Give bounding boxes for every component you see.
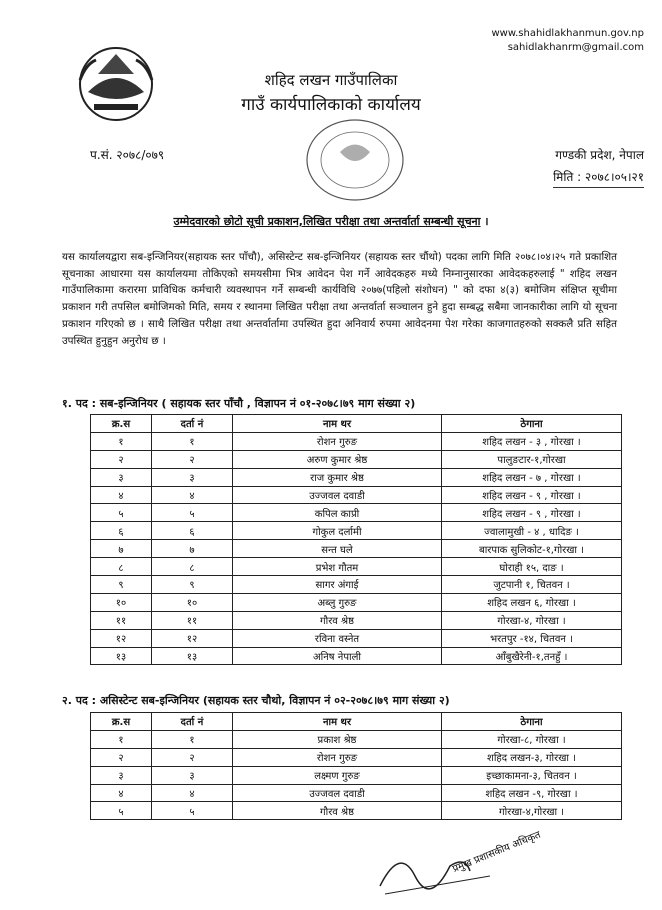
registration-cell: २ — [152, 450, 233, 468]
table-row — [91, 593, 622, 611]
name-cell: उज्जवल दवाडी — [233, 784, 442, 802]
section-1-heading: १. पद : सब-इन्जिनियर ( सहायक स्तर पाँचौ , विज्ञापन नं ०१-२०७८।७९ माग संख्या २) — [62, 397, 416, 410]
table-row — [91, 611, 622, 629]
registration-cell: ४ — [152, 784, 233, 802]
name-cell: अरुण कुमार श्रेष्ठ — [233, 450, 442, 468]
section-2-heading: २. पद : असिस्टेन्ट सब-इन्जिनियर (सहायक स्तर चौथो, विज्ञापन नं ०२-२०७८।७९ माग संख्या २) — [62, 694, 450, 707]
table-header-row — [91, 415, 622, 433]
serial-cell: १२ — [91, 629, 152, 647]
address-cell: भरतपुर -१४, चितवन । — [442, 629, 622, 647]
name-cell: राज कुमार श्रेष्ठ — [233, 468, 442, 486]
table-row — [91, 558, 622, 576]
serial-cell: ६ — [91, 522, 152, 540]
serial-cell: ९ — [91, 576, 152, 594]
column-header: दर्ता नं — [152, 713, 233, 731]
serial-cell: ११ — [91, 611, 152, 629]
table-row — [91, 730, 622, 748]
registration-cell: १ — [152, 432, 233, 450]
registration-cell: ८ — [152, 558, 233, 576]
serial-cell: ५ — [91, 504, 152, 522]
address-cell: शहिद लखन - ९ , गोरखा । — [442, 504, 622, 522]
address-cell: गोरखा-४, गोरखा । — [442, 611, 622, 629]
office-name: शहिद लखन गाउँपालिका — [264, 71, 398, 89]
address-cell: शहिद लखन - ७ , गोरखा । — [442, 468, 622, 486]
name-cell: प्रभेश गौतम — [233, 558, 442, 576]
table-row — [91, 576, 622, 594]
registration-cell: १० — [152, 593, 233, 611]
website-text: www.shahidlakhanmun.gov.np — [491, 28, 644, 39]
notice-subject-end: । — [484, 215, 489, 228]
table-row — [91, 468, 622, 486]
column-header: ठेगाना — [442, 415, 622, 433]
name-cell: गौरव श्रेष्ठ — [233, 802, 442, 820]
serial-cell: १३ — [91, 647, 152, 665]
address-cell: घोराही १५, दाङ । — [442, 558, 622, 576]
column-header: नाम थर — [233, 713, 442, 731]
serial-cell: २ — [91, 748, 152, 766]
registration-cell: ३ — [152, 766, 233, 784]
registration-cell: ५ — [152, 802, 233, 820]
signature-caption: प्रमुख प्रशासकीय अधिकृत — [451, 829, 543, 875]
address-cell: शहिद लखन - ३ , गोरखा । — [442, 432, 622, 450]
table-row — [91, 522, 622, 540]
registration-cell: १३ — [152, 647, 233, 665]
name-cell: अनिष नेपाली — [233, 647, 442, 665]
address-cell: शहिद लखन - ९ , गोरखा । — [442, 486, 622, 504]
table-row — [91, 748, 622, 766]
address-cell: गोरखा-४,गोरखा । — [442, 802, 622, 820]
office-subtitle: गाउँ कार्यपालिकाको कार्यालय — [241, 95, 421, 115]
province-text: गण्डकी प्रदेश, नेपाल — [555, 148, 644, 162]
table-row — [91, 450, 622, 468]
name-cell: लक्ष्मण गुरुङ — [233, 766, 442, 784]
notice-body: यस कार्यालयद्वारा सब-इन्जिनियर(सहायक स्तर पाँचौ), असिस्टेन्ट सब-इन्जिनियर (सहायक स्तर चौंथो) पदका लागि मिति २०७८।०४।२५ गते प्रकाशित सूचनाका आधारमा यस कार्यालयमा तोकिएको समयसीमा भित्र आवेदन पेश गर्ने आवेदकहरु मध्ये निम्नानुसारका आवेदकहरुलाई " शहिद लखन गाउँपालिकामा करारमा प्राविधिक कर्मचारी व्यवस्थापन गर्ने सम्बन्धी कार्यविधि २०७७(पहिलो संशोधन) " को दफा ४(३) बमोजिम संक्षिप्त सूचीमा प्रकाशन गरी तपसिल बमोजिमको मिति, समय र स्थानमा लिखित परीक्षा तथा अन्तर्वार्ता सञ्चालन हुने हुदा सम्बद्ध सबैमा जानकारीका लागि यो सूचना प्रकाशन गरिएको छ । साथै लिखित परीक्षा तथा अन्तर्वार्तामा उपस्थित हुदा अनिवार्य रुपमा आवेदनमा पेश गरेका काजगातहरुको सक्कलै प्रति सहित उपस्थित हुनुहुन अनुरोध छ । — [62, 251, 617, 347]
office-stamp-icon — [290, 112, 420, 212]
serial-cell: ५ — [91, 802, 152, 820]
column-header: ठेगाना — [442, 713, 622, 731]
address-cell: पालुङटार-१,गोरखा — [442, 450, 622, 468]
serial-cell: ३ — [91, 468, 152, 486]
registration-cell: ४ — [152, 486, 233, 504]
candidate-table-sub-engineer — [90, 414, 622, 665]
name-cell: गौरव श्रेष्ठ — [233, 611, 442, 629]
serial-cell: १ — [91, 730, 152, 748]
serial-cell: ४ — [91, 486, 152, 504]
serial-cell: ४ — [91, 784, 152, 802]
table-row — [91, 802, 622, 820]
registration-cell: ६ — [152, 522, 233, 540]
registration-cell: ७ — [152, 540, 233, 558]
address-cell: बारपाक सुलिकोट-१,गोरखा । — [442, 540, 622, 558]
registration-cell: २ — [152, 748, 233, 766]
table-row — [91, 784, 622, 802]
name-cell: रोशन गुरुङ — [233, 432, 442, 450]
table-row — [91, 504, 622, 522]
name-cell: रोशन गुरुङ — [233, 748, 442, 766]
registration-cell: ५ — [152, 504, 233, 522]
name-cell: प्रकाश श्रेष्ठ — [233, 730, 442, 748]
registration-cell: १ — [152, 730, 233, 748]
table-header-row — [91, 713, 622, 731]
name-cell: गोकुल दर्लामी — [233, 522, 442, 540]
name-cell: कपिल काप्री — [233, 504, 442, 522]
serial-cell: १० — [91, 593, 152, 611]
address-cell: शहिद लखन -९, गोरखा । — [442, 784, 622, 802]
table-row — [91, 629, 622, 647]
column-header: नाम थर — [233, 415, 442, 433]
name-cell: सन्त घले — [233, 540, 442, 558]
address-cell: इच्छाकामना-३, चितवन । — [442, 766, 622, 784]
address-cell: आँबुखैरेनी-१,तनहुँ । — [442, 647, 622, 665]
name-cell: उज्जवल दवाडी — [233, 486, 442, 504]
notice-subject — [0, 214, 662, 229]
column-header: क्र.स — [91, 713, 152, 731]
address-cell: गोरखा-८, गोरखा । — [442, 730, 622, 748]
registration-cell: ११ — [152, 611, 233, 629]
serial-cell: ८ — [91, 558, 152, 576]
table-row — [91, 540, 622, 558]
name-cell: सागर अंगाई — [233, 576, 442, 594]
serial-cell: ३ — [91, 766, 152, 784]
address-cell: जुटपानी १, चितवन । — [442, 576, 622, 594]
address-cell: शहिद लखन-३, गोरखा । — [442, 748, 622, 766]
column-header: क्र.स — [91, 415, 152, 433]
serial-cell: २ — [91, 450, 152, 468]
candidate-table-assistant-sub-engineer — [90, 712, 622, 820]
column-header: दर्ता नं — [152, 415, 233, 433]
address-cell: शहिद लखन ६, गोरखा । — [442, 593, 622, 611]
address-cell: ज्वालामुखी - ४ , धादिङ । — [442, 522, 622, 540]
name-cell: रविना वस्नेत — [233, 629, 442, 647]
email-text: sahidlakhanrm@gmail.com — [507, 42, 644, 53]
table-row — [91, 432, 622, 450]
serial-cell: १ — [91, 432, 152, 450]
registration-cell: १२ — [152, 629, 233, 647]
reference-number: प.सं. २०७८/०७९ — [90, 148, 165, 162]
notice-subject-text: उम्मेदवारको छोटो सूची प्रकाशन,लिखित परीक्षा तथा अन्तर्वार्ता सम्बन्धी सूचना — [173, 215, 481, 228]
registration-cell: ९ — [152, 576, 233, 594]
table-row — [91, 766, 622, 784]
serial-cell: ७ — [91, 540, 152, 558]
table-row — [91, 647, 622, 665]
name-cell: अब्लु गुरुङ — [233, 593, 442, 611]
table-row — [91, 486, 622, 504]
notice-date: मिति : २०७८।०५।२१ — [553, 168, 644, 188]
registration-cell: ३ — [152, 468, 233, 486]
